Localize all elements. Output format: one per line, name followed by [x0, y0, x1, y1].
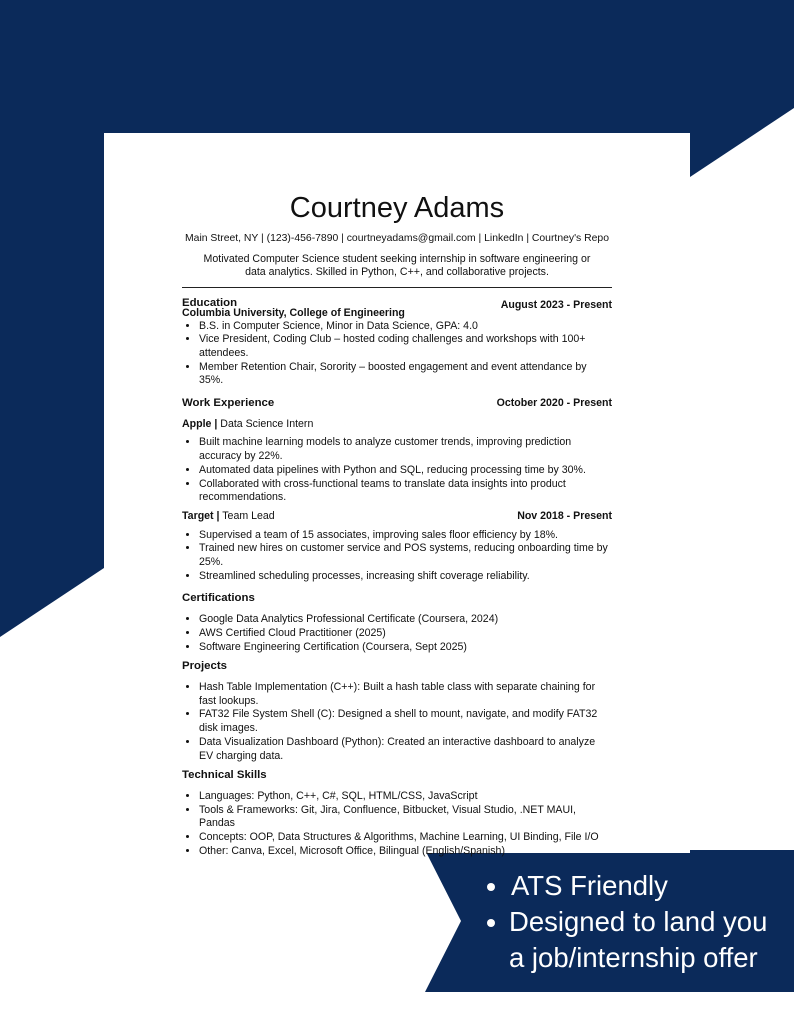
- job-target-company: Target |: [182, 509, 220, 522]
- job-target-list: [182, 529, 612, 584]
- list-item: • Supervised a team of 15 associates, improving sales floor efficiency by 18%.: [199, 529, 612, 543]
- skills-section: [182, 769, 612, 858]
- list-item: • Languages: Python, C++, C#, SQL, HTML/CSS, JavaScript: [199, 790, 612, 804]
- certifications-list: [182, 613, 612, 654]
- education-title: Education: [182, 297, 238, 310]
- list-item: • FAT32 File System Shell (C): Designed a shell to mount, navigate, and modify FAT32 disk images.: [199, 708, 612, 735]
- list-item: • Vice President, Coding Club – hosted coding challenges and workshops with 100+ attendees.: [199, 333, 612, 360]
- skills-list: [182, 790, 612, 859]
- list-item: • Concepts: OOP, Data Structures & Algorithms, Machine Learning, UI Binding, File I/O: [199, 831, 612, 845]
- list-item: • Member Retention Chair, Sorority – boosted engagement and event attendance by 35%.: [199, 361, 612, 388]
- education-school: Columbia University, College of Engineering: [182, 306, 405, 319]
- work-date: October 2020 - Present: [496, 397, 612, 410]
- resume-content: [182, 190, 612, 858]
- list-item: • Automated data pipelines with Python and SQL, reducing processing time by 30%.: [199, 464, 612, 478]
- education-section: [182, 297, 612, 388]
- list-item: • Collaborated with cross-functional teams to translate data insights into product recommendations.: [199, 478, 612, 505]
- list-item: • Software Engineering Certification (Coursera, Sept 2025): [199, 641, 612, 655]
- list-item: • Built machine learning models to analyze customer trends, improving prediction accuracy by 22%.: [199, 436, 612, 463]
- job-apple-header: [182, 418, 612, 432]
- promo-item: Designed to land you a job/internship offer: [485, 904, 790, 976]
- list-item: • Data Visualization Dashboard (Python): Created an interactive dashboard to analyze EV charging data.: [199, 736, 612, 763]
- contact-line: Main Street, NY | (123)-456-7890 | courtneyadams@gmail.com | LinkedIn | Courtney's Repo: [185, 233, 609, 244]
- list-item: • B.S. in Computer Science, Minor in Data Science, GPA: 4.0: [199, 320, 612, 334]
- job-apple-company: Apple |: [182, 417, 218, 430]
- list-item: • Tools & Frameworks: Git, Jira, Confluence, Bitbucket, Visual Studio, .NET MAUI, Pandas: [199, 804, 612, 831]
- promo-list: [485, 868, 790, 976]
- certifications-title: Certifications: [182, 592, 255, 605]
- job-apple-list: [182, 436, 612, 505]
- projects-section: [182, 660, 612, 763]
- projects-title: Projects: [182, 660, 227, 673]
- job-target-date: Nov 2018 - Present: [517, 509, 612, 522]
- list-item: • Trained new hires on customer service and POS systems, reducing onboarding time by 25%.: [199, 542, 612, 569]
- job-apple-role: Data Science Intern: [220, 417, 314, 430]
- list-item: • AWS Certified Cloud Practitioner (2025): [199, 627, 612, 641]
- education-date: August 2023 - Present: [500, 298, 612, 311]
- work-section: [182, 397, 612, 583]
- projects-list: [182, 681, 612, 763]
- list-item: • Google Data Analytics Professional Certificate (Coursera, 2024): [199, 613, 612, 627]
- divider: [182, 287, 612, 288]
- resume-name: Courtney Adams: [289, 192, 505, 224]
- list-item: • Hash Table Implementation (C++): Built a hash table class with separate chaining for fast lookups.: [199, 681, 612, 708]
- certifications-section: [182, 592, 612, 654]
- job-target-header: [182, 510, 612, 524]
- list-item: • Streamlined scheduling processes, increasing shift coverage reliability.: [199, 570, 612, 584]
- education-list: [182, 320, 612, 389]
- promo-banner: [485, 868, 790, 976]
- skills-title: Technical Skills: [182, 769, 267, 782]
- list-item: • Other: Canva, Excel, Microsoft Office, Bilingual (English/Spanish): [199, 845, 612, 859]
- job-target-role: Team Lead: [222, 509, 275, 522]
- promo-item: ATS Friendly: [485, 868, 790, 904]
- summary: Motivated Computer Science student seeking internship in software engineering or data analytics. Skilled in Python, C++, and collaborative projects.: [203, 252, 591, 279]
- work-title: Work Experience: [182, 397, 275, 410]
